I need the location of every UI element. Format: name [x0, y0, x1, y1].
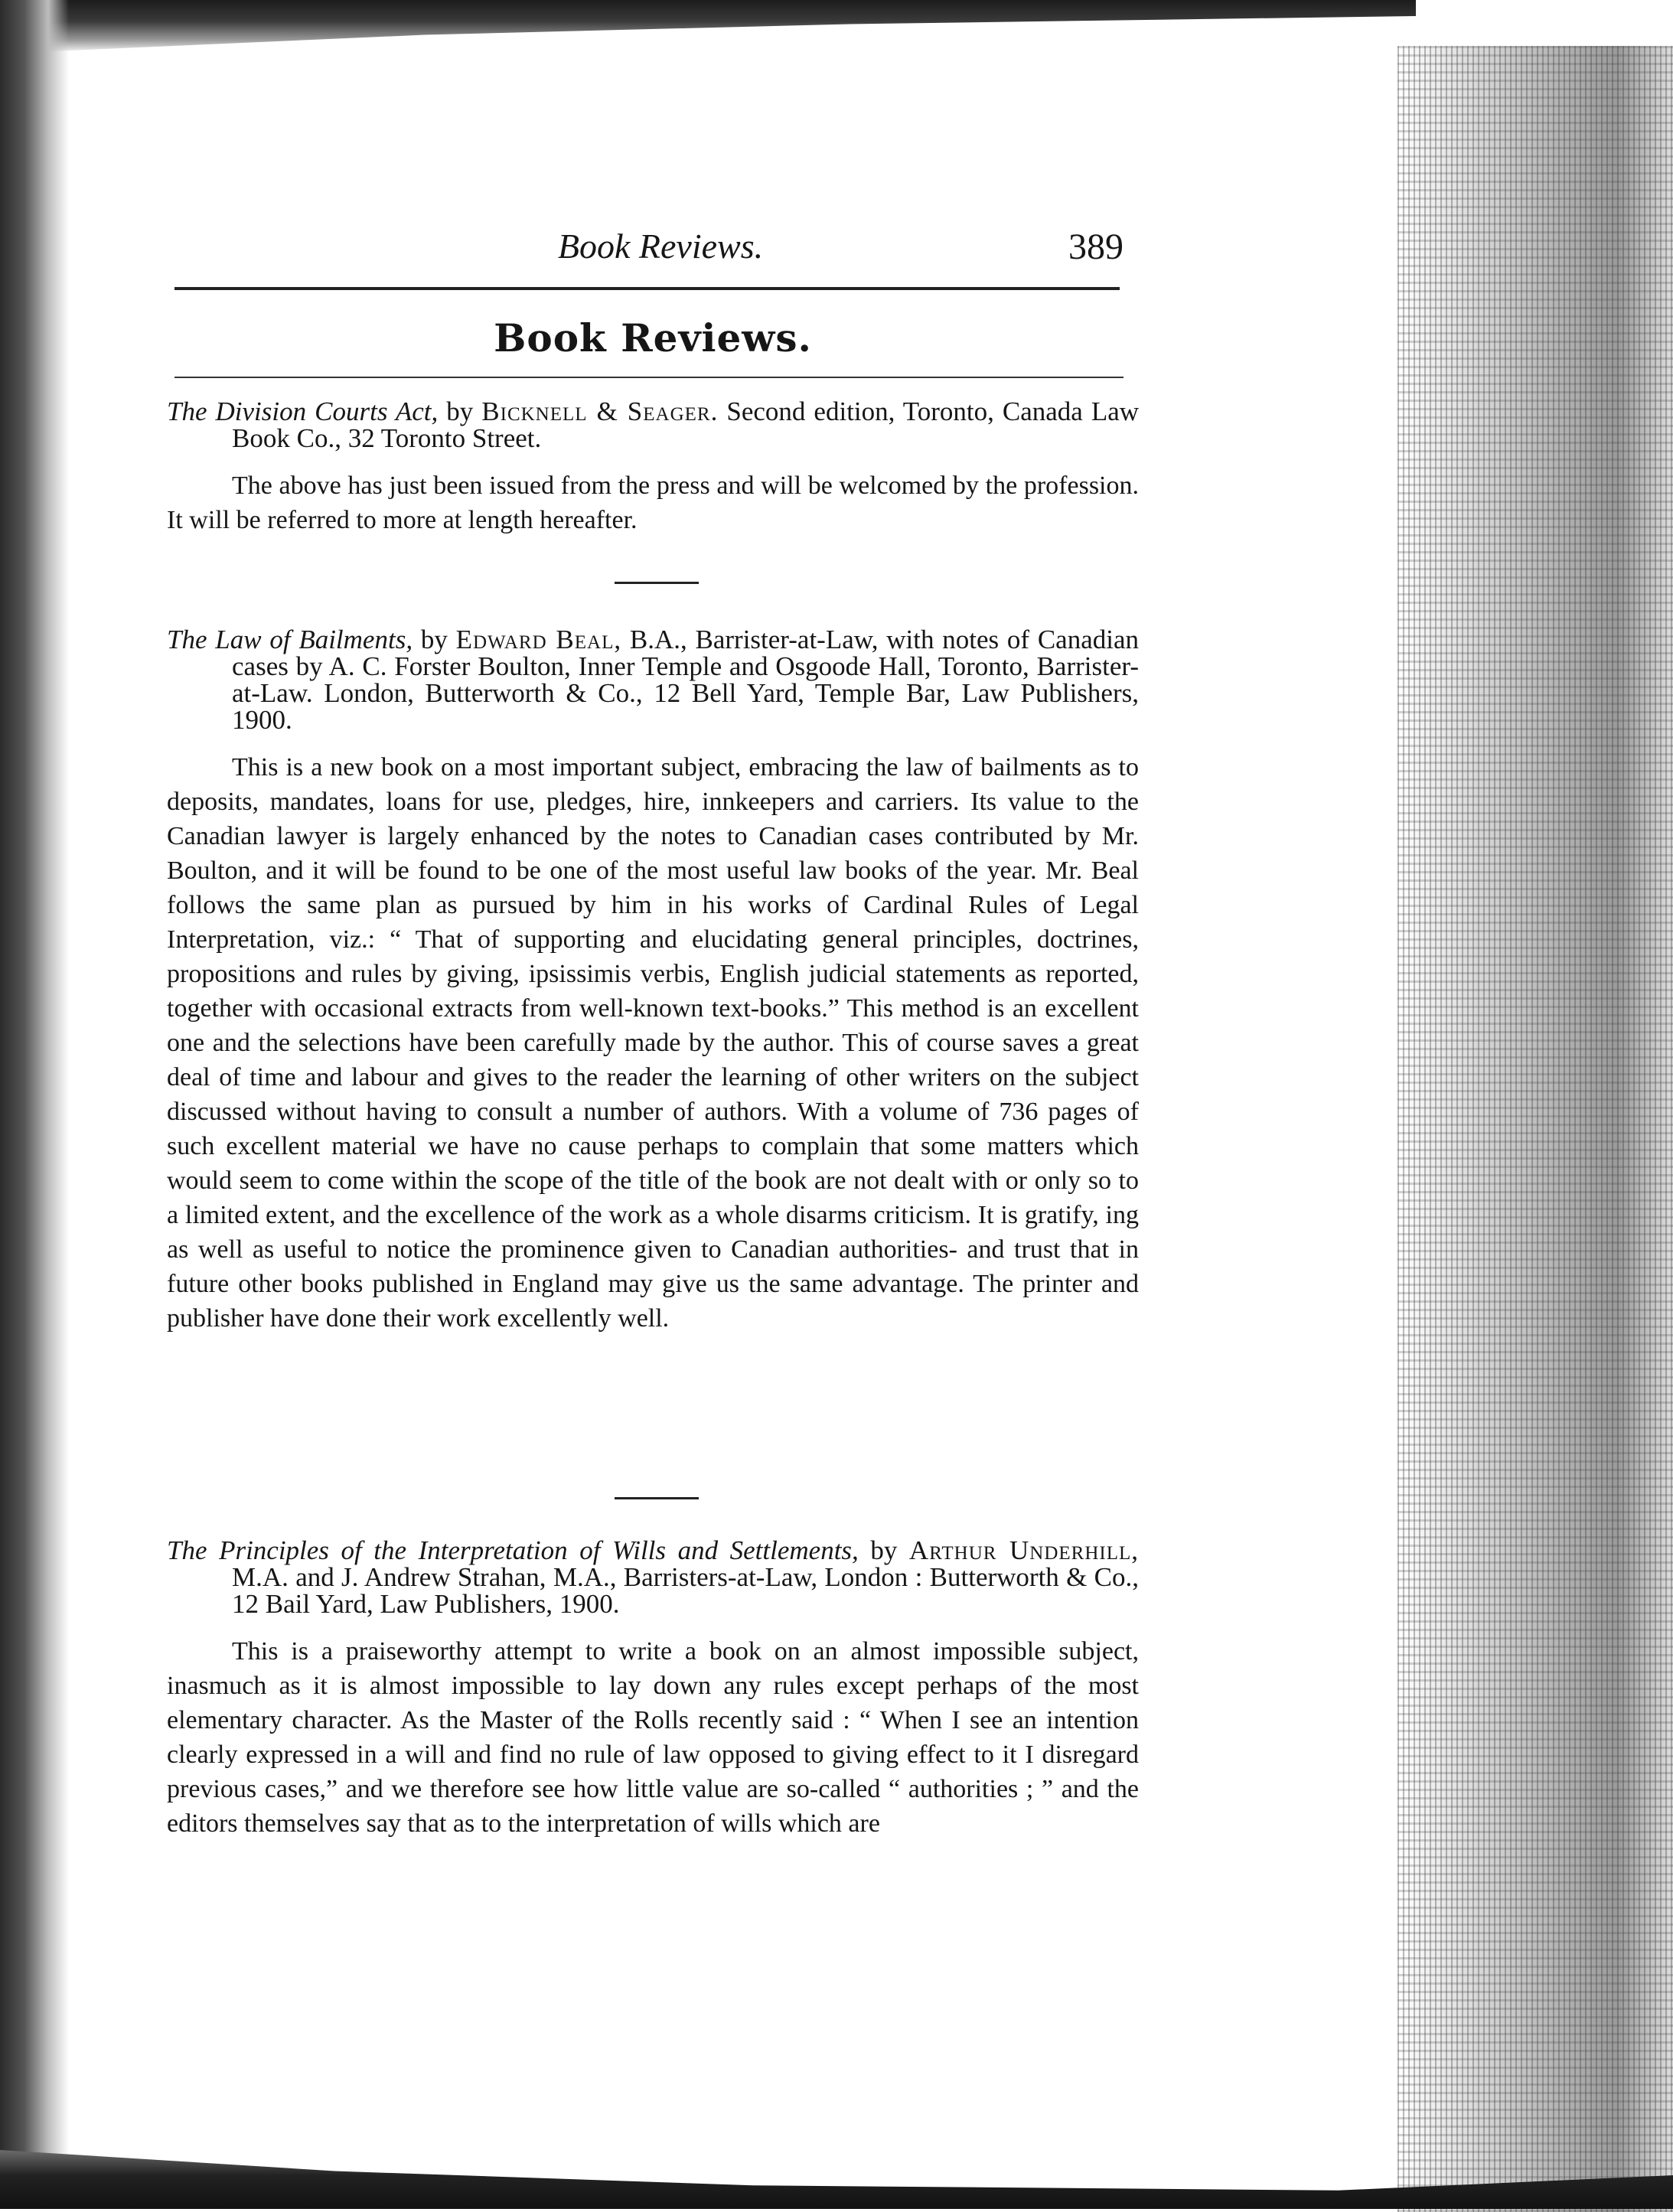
review-separator [615, 582, 699, 584]
citation-details: M.A. and J. Andrew Strahan, M.A., Barristers-at-Law, London : Butterworth & Co., 12 Bail Yard, Law Publishers, 1900. [232, 1562, 1139, 1619]
review-separator [615, 1497, 699, 1499]
citation-details: Second edition, Toronto, Canada Law Book Co., 32 Toronto Street. [232, 396, 1140, 453]
citation-by: by [858, 1535, 909, 1565]
review-citation [167, 1537, 1139, 1617]
review-citation [167, 398, 1139, 452]
citation-by: by [413, 625, 456, 654]
book-authors: Bicknell & Seager. [481, 396, 719, 426]
running-head [174, 226, 1146, 279]
book-title: The Division Courts Act, [167, 396, 439, 426]
review-division-courts-act [167, 398, 1139, 537]
book-authors: Edward Beal, [455, 625, 622, 654]
book-title: The Law of Bailments, [167, 625, 413, 654]
book-authors: Arthur Underhill, [908, 1535, 1139, 1565]
scan-shadow-left [0, 0, 69, 2209]
book-title: The Principles of the Interpretation of Wills and Settlements, [167, 1535, 859, 1565]
citation-by: by [438, 396, 482, 426]
review-interpretation-of-wills [167, 1537, 1139, 1841]
review-citation [167, 626, 1139, 733]
section-title-rule [174, 377, 1123, 378]
page-number: 389 [1068, 227, 1123, 267]
review-paragraph: This is a praiseworthy attempt to write a book on an almost impossible subject, inasmuch as it is almost impossible to lay down any rules except perhaps of the most elementary character. As the Master of the Rolls recently said : “ When I see an intention clearly expressed in a will and find no rule of law opposed to giving effect to it I disregard previous cases,” and we therefore see how little value are so-called “ authorities ; ” and the editors themselves say that as to the interpretation of wills which are [167, 1637, 1139, 1838]
review-law-of-bailments [167, 626, 1139, 1336]
section-title: Book Reviews. [494, 315, 812, 361]
review-paragraph: The above has just been issued from the press and will be welcomed by the profession. It will be referred to more at length hereafter. [167, 471, 1139, 534]
running-title: Book Reviews. [557, 227, 764, 266]
book-page [167, 0, 1154, 2209]
citation-details: B.A., Barrister-at-Law, with notes of Canadian cases by A. C. Forster Boulton, Inner Temple and Osgoode Hall, Toronto, Barrister-at-Law. London, Butterworth & Co., 12 Bell Yard, Temple Bar, Law Publishers, 1900. [232, 625, 1139, 735]
review-paragraph: This is a new book on a most important subject, embracing the law of bailments as to deposits, mandates, loans for use, pledges, hire, innkeepers and carriers. Its value to the Canadian lawyer is largely enhanced by the notes to Canadian cases contributed by Mr. Boulton, and it will be found to be one of the most useful law books of the year. Mr. Beal follows the same plan as pursued by him in his works of Cardinal Rules of Legal Interpretation, viz.: “ That of supporting and elucidating general principles, doctrines, propositions and rules by giving, ipsissimis verbis, English judicial statements as reported, together with occasional extracts from well-known text-books.” This method is an excellent one and the selections have been carefully made by the author. This of course saves a great deal of time and labour and gives to the reader the learning of other writers on the subject discussed without having to consult a number of authors. With a volume of 736 pages of such excellent material we have no cause perhaps to complain that some matters which would seem to come within the scope of the title of the book are not dealt with or only so to a limited extent, and the excellence of the work as a whole disarms criticism. It is gratify, ing as well as useful to notice the prominence given to Canadian authorities- and trust that in future other books published in England may give us the same advantage. The printer and publisher have done their work excellently well. [167, 753, 1139, 1333]
book-page-edges [1397, 46, 1673, 2212]
header-rule [174, 287, 1120, 290]
